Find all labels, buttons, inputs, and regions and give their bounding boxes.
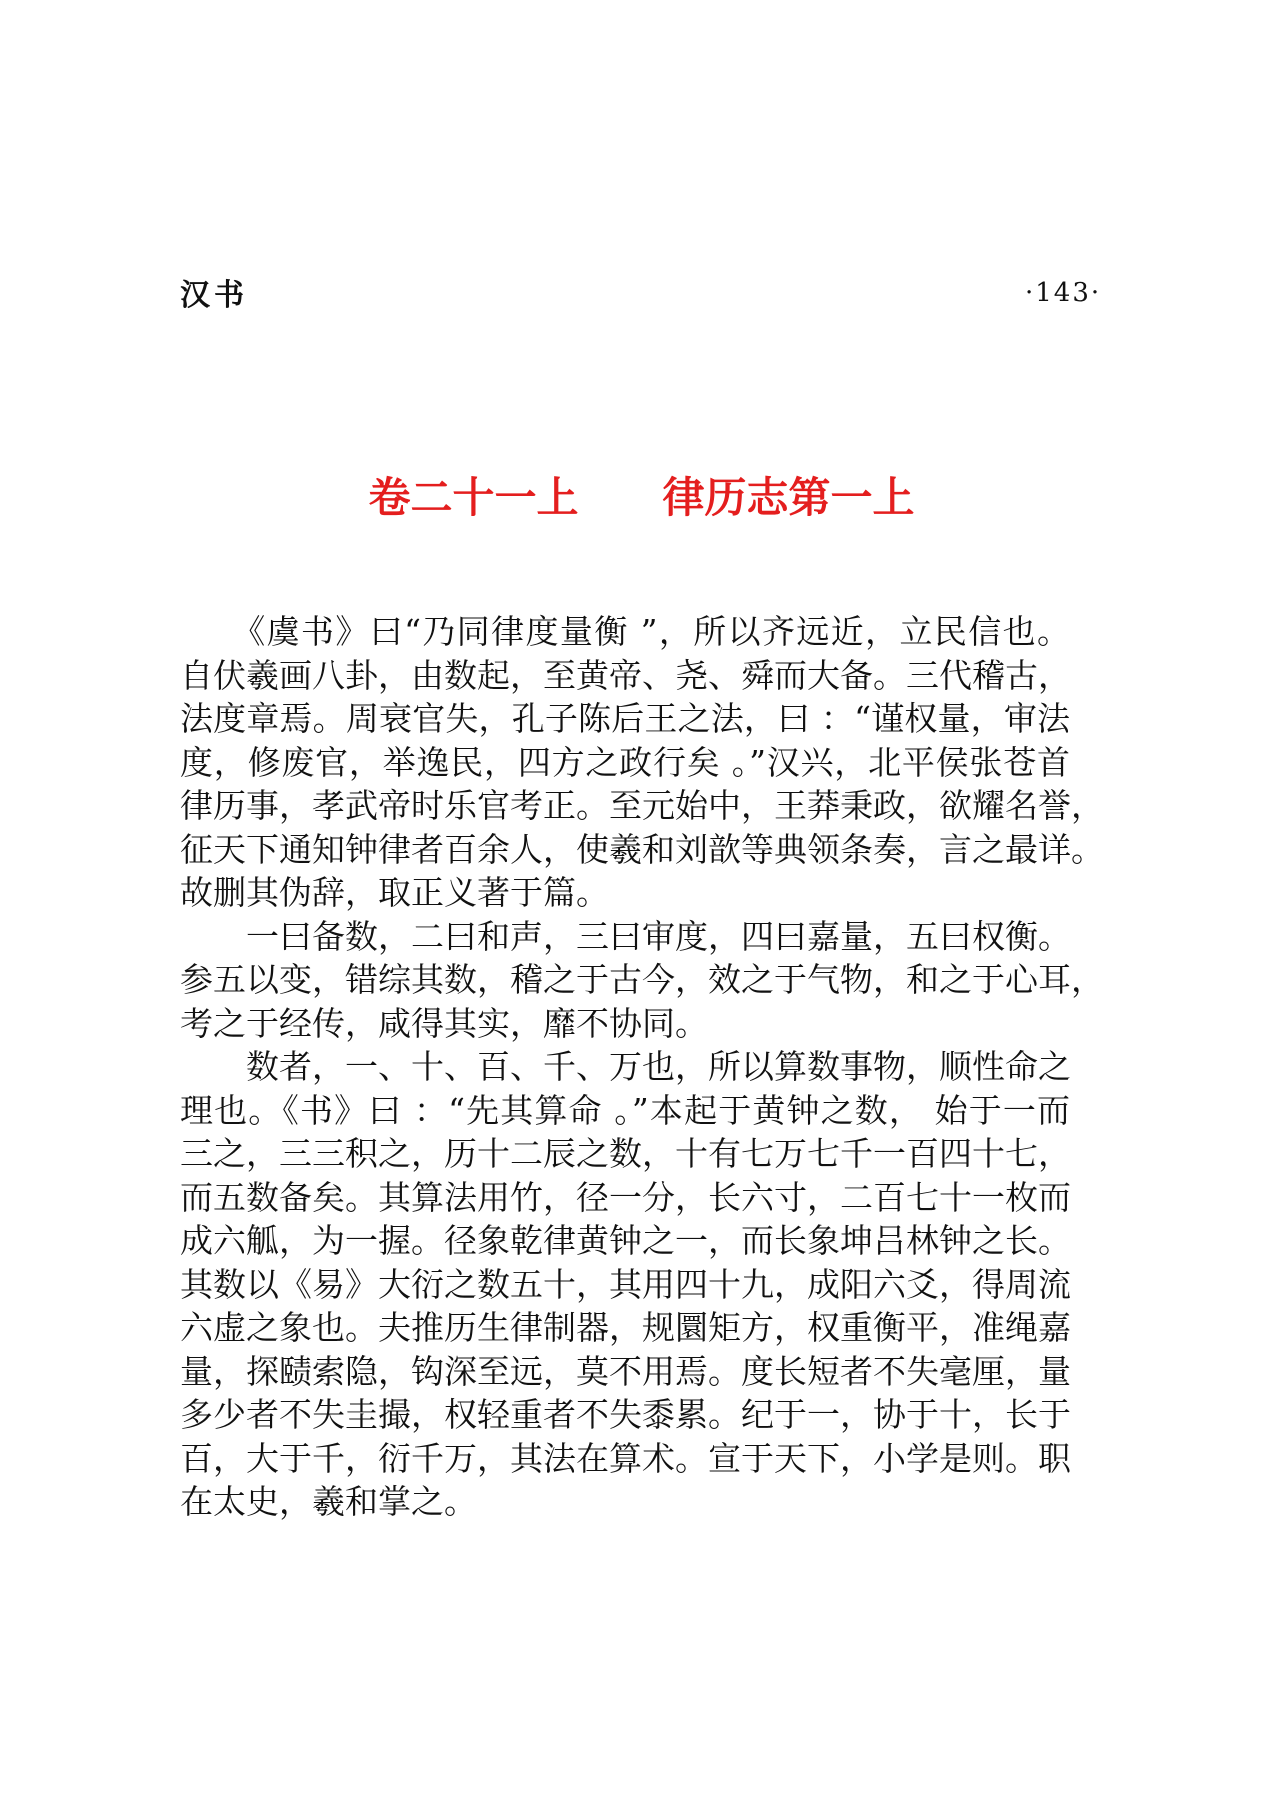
text-line: 百，大于千，衍千万，其法在算术。宣于天下，小学是则。职 [180,1438,1071,1478]
text-line: 数者，一、十、百、千、万也，所以算数事物，顺性命之 [180,1047,1071,1086]
text-line: 理也。《书》曰 ：“先其算命 。”本起于黄钟之数， 始于一而 [180,1090,1070,1130]
text-line: 度，修废官，举逸民，四方之政行矣 。”汉兴，北平侯张苍首 [180,742,1070,782]
chapter-title: 律历志第一上 [662,473,915,522]
text-line: 故删其伪辞，取正义著于篇。 [180,873,609,912]
text-line: 法度章焉。周衰官失，孔子陈后王之法，曰 ：“谨权量，审法 [180,699,1070,738]
chapter-volume: 卷二十一上 [368,473,579,522]
text-line: 参五以变，错综其数，稽之于古今，效之于气物，和之于心耳， [180,960,1104,999]
text-line: 一曰备数，二曰和声，三曰审度，四曰嘉量，五曰权衡。 [180,916,1071,956]
text-line: 其数以《易》大衍之数五十，其用四十九，成阳六爻，得周流 [180,1264,1071,1304]
text-line: 征天下通知钟律者百余人，使羲和刘歆等典领条奏，言之最详。 [180,829,1104,869]
body-text [180,610,1104,1524]
page-number: ·143· [1025,278,1102,308]
text-line: 在太史，羲和掌之。 [180,1482,477,1521]
text-line: 而五数备矣。其算法用竹，径一分，长六寸，二百七十一枚而 [180,1177,1071,1217]
text-line: 成六觚，为一握。径象乾律黄钟之一，而长象坤吕林钟之长。 [180,1221,1071,1260]
chapter-heading [0,465,1283,525]
text-line: 《虞书》曰“乃同律度量衡 ”，所以齐远近，立民信也。 [180,612,1070,651]
text-line: 六虚之象也。夫推历生律制器，规圜矩方，权重衡平，准绳嘉 [180,1308,1071,1347]
running-header-book-title: 汉书 [180,278,248,313]
text-line: 自伏羲画八卦，由数起，至黄帝、尧、舜而大备。三代稽古， [180,655,1071,695]
text-line: 考之于经传，咸得其实，靡不协同。 [180,1003,708,1043]
text-line: 律历事，孝武帝时乐官考正。至元始中，王莽秉政，欲耀名誉， [180,786,1104,825]
text-line: 多少者不失圭撮，权轻重者不失黍累。纪于一，协于十，长于 [180,1395,1071,1434]
text-line: 三之，三三积之，历十二辰之数，十有七万七千一百四十七， [180,1134,1071,1173]
text-line: 量，探赜索隐，钩深至远，莫不用焉。度长短者不失毫厘，量 [180,1351,1071,1391]
